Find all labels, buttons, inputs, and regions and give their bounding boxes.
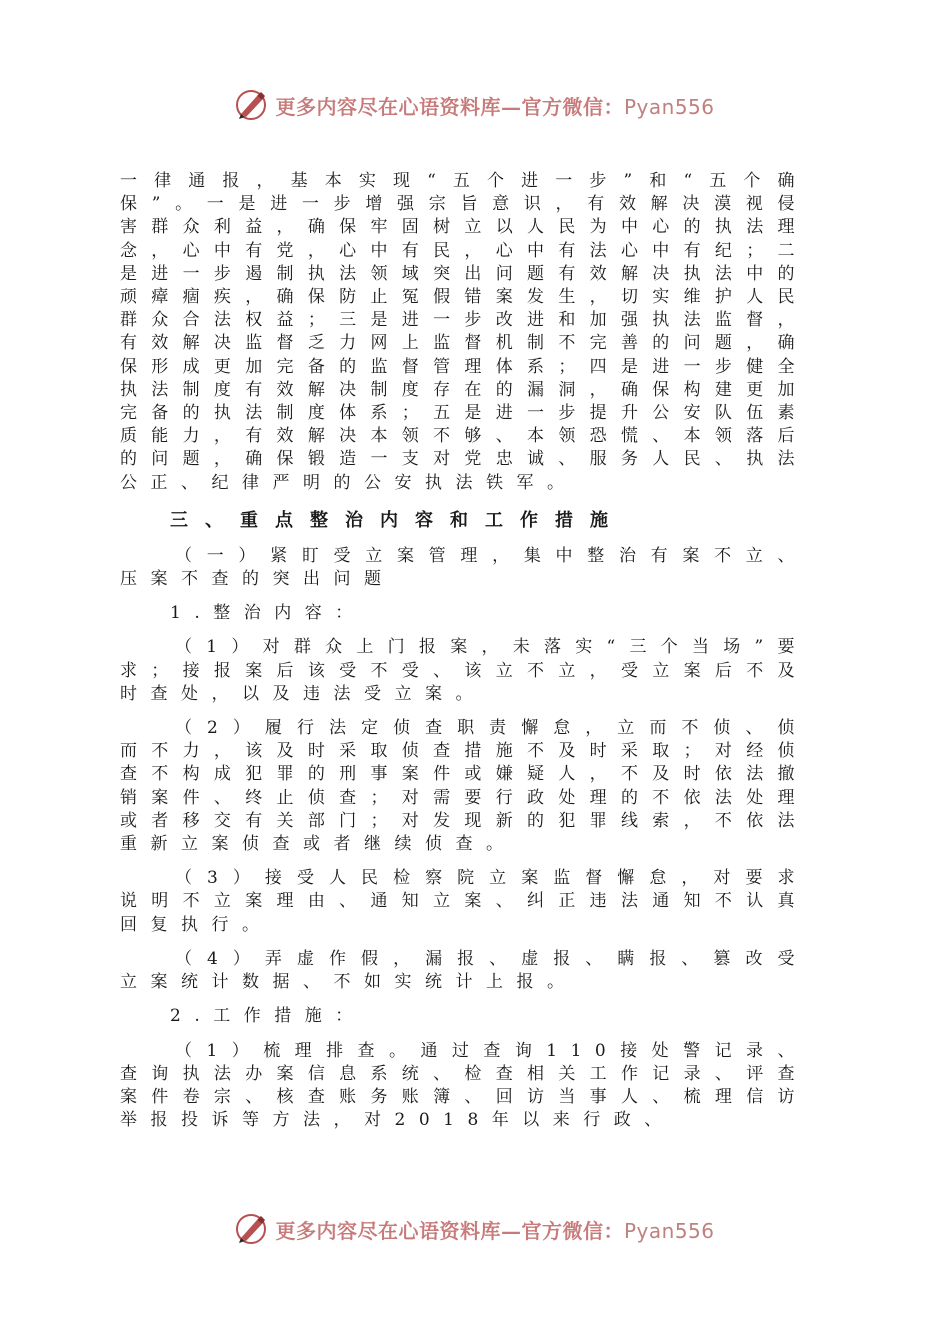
banner-main-text: 更多内容尽在心语资料库—官方微信： — [275, 94, 624, 119]
list-item-1-1: （1）对群众上门报案，未落实“三个当场”要求；接报案后该受不受、该立不立，受立案后不及时查处，以及违法受立案。 — [120, 637, 808, 704]
header-watermark-banner — [0, 85, 950, 125]
list-item-2-1: （1）梳理排查。通过查询110接处警记录、查询执法办案信息系统、检查相关工作记录、评查案件卷宗、核查账务账簿、回访当事人、梳理信访举报投诉等方法，对2018年以来行政、 — [120, 1040, 808, 1131]
banner-wechat-id: Pyan556 — [623, 1218, 715, 1243]
banner-text — [275, 91, 714, 120]
list-item-1-4: （4）弄虚作假，漏报、虚报、瞒报、篡改受立案统计数据、不如实统计上报。 — [120, 948, 808, 993]
footer-watermark-banner — [0, 1209, 950, 1249]
document-body — [120, 170, 808, 1132]
banner-main-text: 更多内容尽在心语资料库—官方微信： — [275, 1218, 624, 1243]
pen-logo-icon — [235, 1212, 269, 1246]
list-item-1-3: （3）接受人民检察院立案监督懈怠，对要求说明不立案理由、通知立案、纠正违法通知不认真回复执行。 — [120, 868, 808, 935]
section-heading-3: 三、重点整治内容和工作措施 — [170, 509, 625, 531]
banner-text — [275, 1215, 714, 1244]
pen-logo-icon — [235, 88, 269, 122]
banner-wechat-id: Pyan556 — [623, 94, 715, 119]
paragraph-section-1: （一）紧盯受立案管理，集中整治有案不立、压案不查的突出问题 — [120, 545, 808, 590]
paragraph-intro: 一律通报，基本实现“五个进一步”和“五个确保”。一是进一步增强宗旨意识，有效解决漠视侵害群众利益，确保牢固树立以人民为中心的执法理念，心中有党，心中有民，心中有法心中有纪；二是进一步遏制执法领域突出问题有效解决执法中的顽瘴痼疾，确保防止冤假错案发生，切实维护人民群众合法权益；三是进一步改进和加强执法监督，有效解决监督乏力网上监督机制不完善的问题，确保形成更加完备的监督管理体系；四是进一步健全执法制度有效解决制度存在的漏洞，确保构建更加完备的执法制度体系；五是进一步提升公安队伍素质能力，有效解决本领不够、本领恐慌、本领落后的问题，确保锻造一支对党忠诚、服务人民、执法公正、纪律严明的公安执法铁军。 — [120, 171, 808, 493]
subheading-2: 2.工作措施： — [170, 1006, 366, 1027]
subheading-1: 1.整治内容： — [170, 603, 366, 624]
list-item-1-2: （2）履行法定侦查职责懈怠，立而不侦、侦而不力，该及时采取侦查措施不及时采取；对经侦查不构成犯罪的刑事案件或嫌疑人，不及时依法撤销案件、终止侦查；对需要行政处理的不依法处理或者移交有关部门；对发现新的犯罪线索，不依法重新立案侦查或者继续侦查。 — [120, 718, 808, 855]
